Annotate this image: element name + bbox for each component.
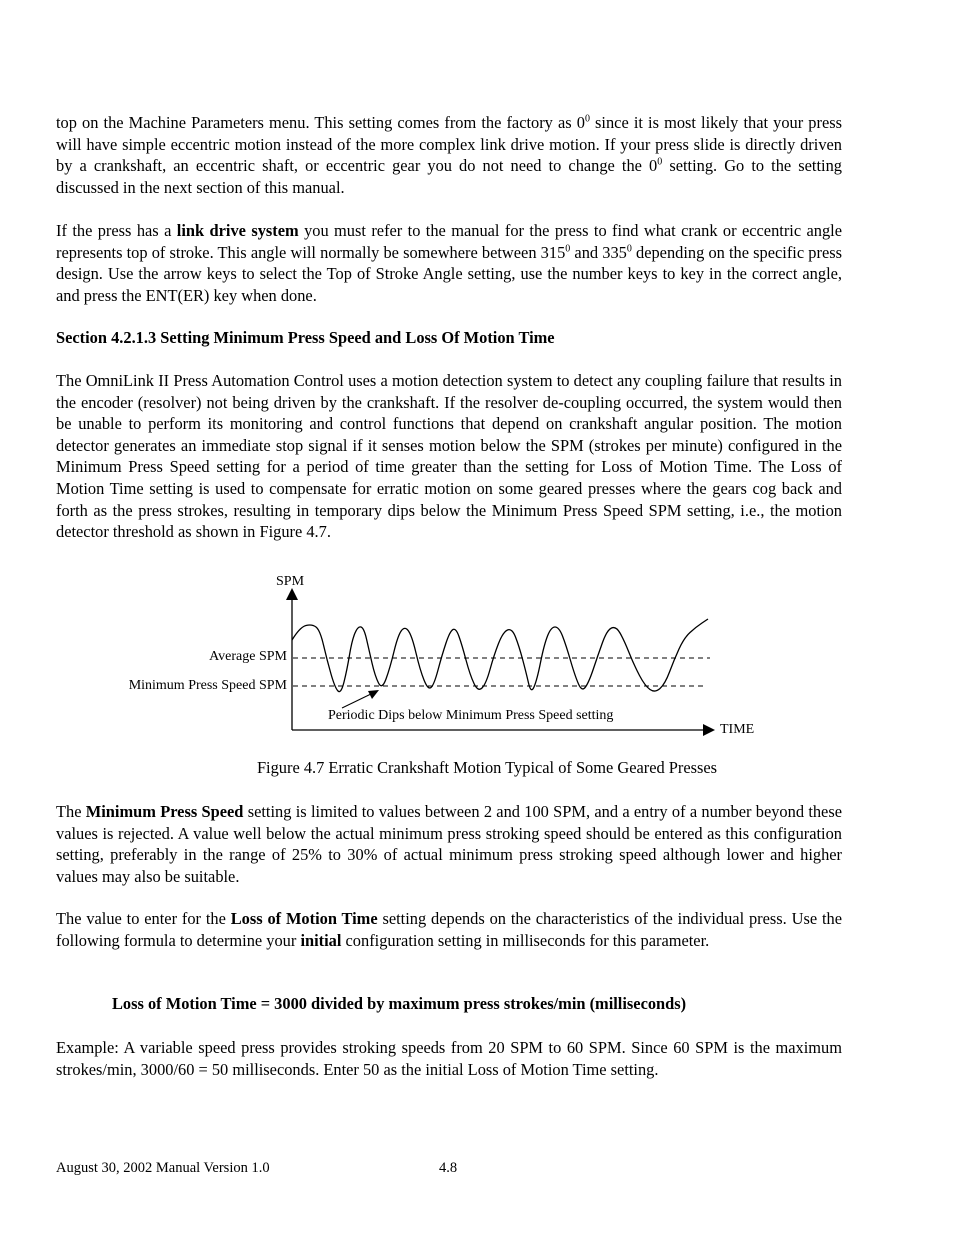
text-run: depending on the specific press design. Use the arrow keys to select the Top of Stroke Angle setting, use the number keys to key in the correct angle, and press the ENT(ER) key when done. [56, 242, 842, 305]
section-heading: Section 4.2.1.3 Setting Minimum Press Speed and Loss Of Motion Time [56, 328, 555, 347]
bold-term: initial [300, 930, 342, 950]
minimum-spm-label: Minimum Press Speed SPM [128, 678, 287, 693]
dips-annotation: Periodic Dips below Minimum Press Speed setting [328, 708, 614, 723]
paragraph-loss-of-motion [56, 908, 842, 951]
text-run: and 335 [570, 242, 627, 262]
bold-term: link drive system [176, 221, 299, 240]
y-axis-label: SPM [276, 574, 305, 589]
text-run: setting. Go to the setting discussed in the next section of this manual. [56, 156, 842, 197]
footer-page-number: 4.8 [439, 1160, 458, 1176]
paragraph-motion-detection: The OmniLink II Press Automation Control uses a motion detection system to detect any coupling failure that results in the encoder (resolver) not being driven by the crankshaft. If the resolver de-coupling occurred, the system would then be unable to perform its monitoring and control functions that depend on crankshaft angular position. The motion detector generates an immediate stop signal if it senses motion below the SPM (strokes per minute) configured in the Minimum Press Speed setting for a period of time greater than the setting for Loss of Motion Time. The Loss of Motion Time setting is used to compensate for erratic motion on some geared presses where the gears cog back and forth as the press strokes, resulting in temporary dips below the Minimum Press Speed SPM setting, i.e., the motion detector threshold as shown in Figure 4.7. [56, 371, 842, 542]
paragraph-example: Example: A variable speed press provides stroking speeds from 20 SPM to 60 SPM. Since 60 SPM is the maximum strokes/min, 3000/60 = 50 milliseconds. Enter 50 as the initial Loss of Motion Time setting. [56, 1038, 842, 1079]
average-spm-label: Average SPM [209, 649, 287, 664]
footer-date-version: August 30, 2002 Manual Version 1.0 [56, 1160, 270, 1176]
formula: Loss of Motion Time = 3000 divided by maximum press strokes/min (milliseconds) [112, 994, 687, 1013]
figure-caption: Figure 4.7 Erratic Crankshaft Motion Typical of Some Geared Presses [256, 758, 718, 777]
degree-superscript: 0 [565, 243, 571, 255]
x-axis-arrow-icon [703, 724, 715, 736]
text-run: configuration setting in milliseconds for this parameter. [341, 930, 710, 950]
text-run: setting is limited to values between 2 and 100 SPM, and a entry of a number beyond these values is rejected. A value well below the actual minimum press stroking speed should be entered as this configuration setting, preferably in the range of 25% to 30% of actual minimum press stroking speed although lower and higher values may also be suitable. [56, 802, 842, 886]
text-run: since it is most likely that your press will have simple eccentric motion instead of the more complex link drive motion. If your press slide is directly driven by a crankshaft, an eccentric shaft, or eccentric gear you do not need to change the 0 [56, 113, 842, 176]
text-run: If the press has a [56, 221, 177, 240]
paragraph-minimum-press-speed [56, 801, 842, 887]
degree-superscript: 0 [626, 243, 632, 255]
degree-superscript: 0 [584, 113, 590, 125]
spm-waveform [292, 619, 708, 692]
degree-superscript: 0 [657, 156, 663, 168]
text-run: top on the Machine Parameters menu. This setting comes from the factory as 0 [56, 113, 585, 132]
text-run: The [56, 802, 86, 821]
text-run: setting depends on the characteristics of the individual press. Use the following formula to determine your [56, 909, 842, 950]
annotation-arrow-line [342, 693, 373, 708]
bold-term: Loss of Motion Time [230, 909, 378, 928]
text-run: you must refer to the manual for the press to find what crank or eccentric angle represents top of stroke. This angle will normally be somewhere between 315 [56, 221, 843, 262]
text-run: The value to enter for the [56, 909, 231, 928]
bold-term: Minimum Press Speed [85, 802, 244, 821]
x-axis-label: TIME [720, 722, 755, 737]
